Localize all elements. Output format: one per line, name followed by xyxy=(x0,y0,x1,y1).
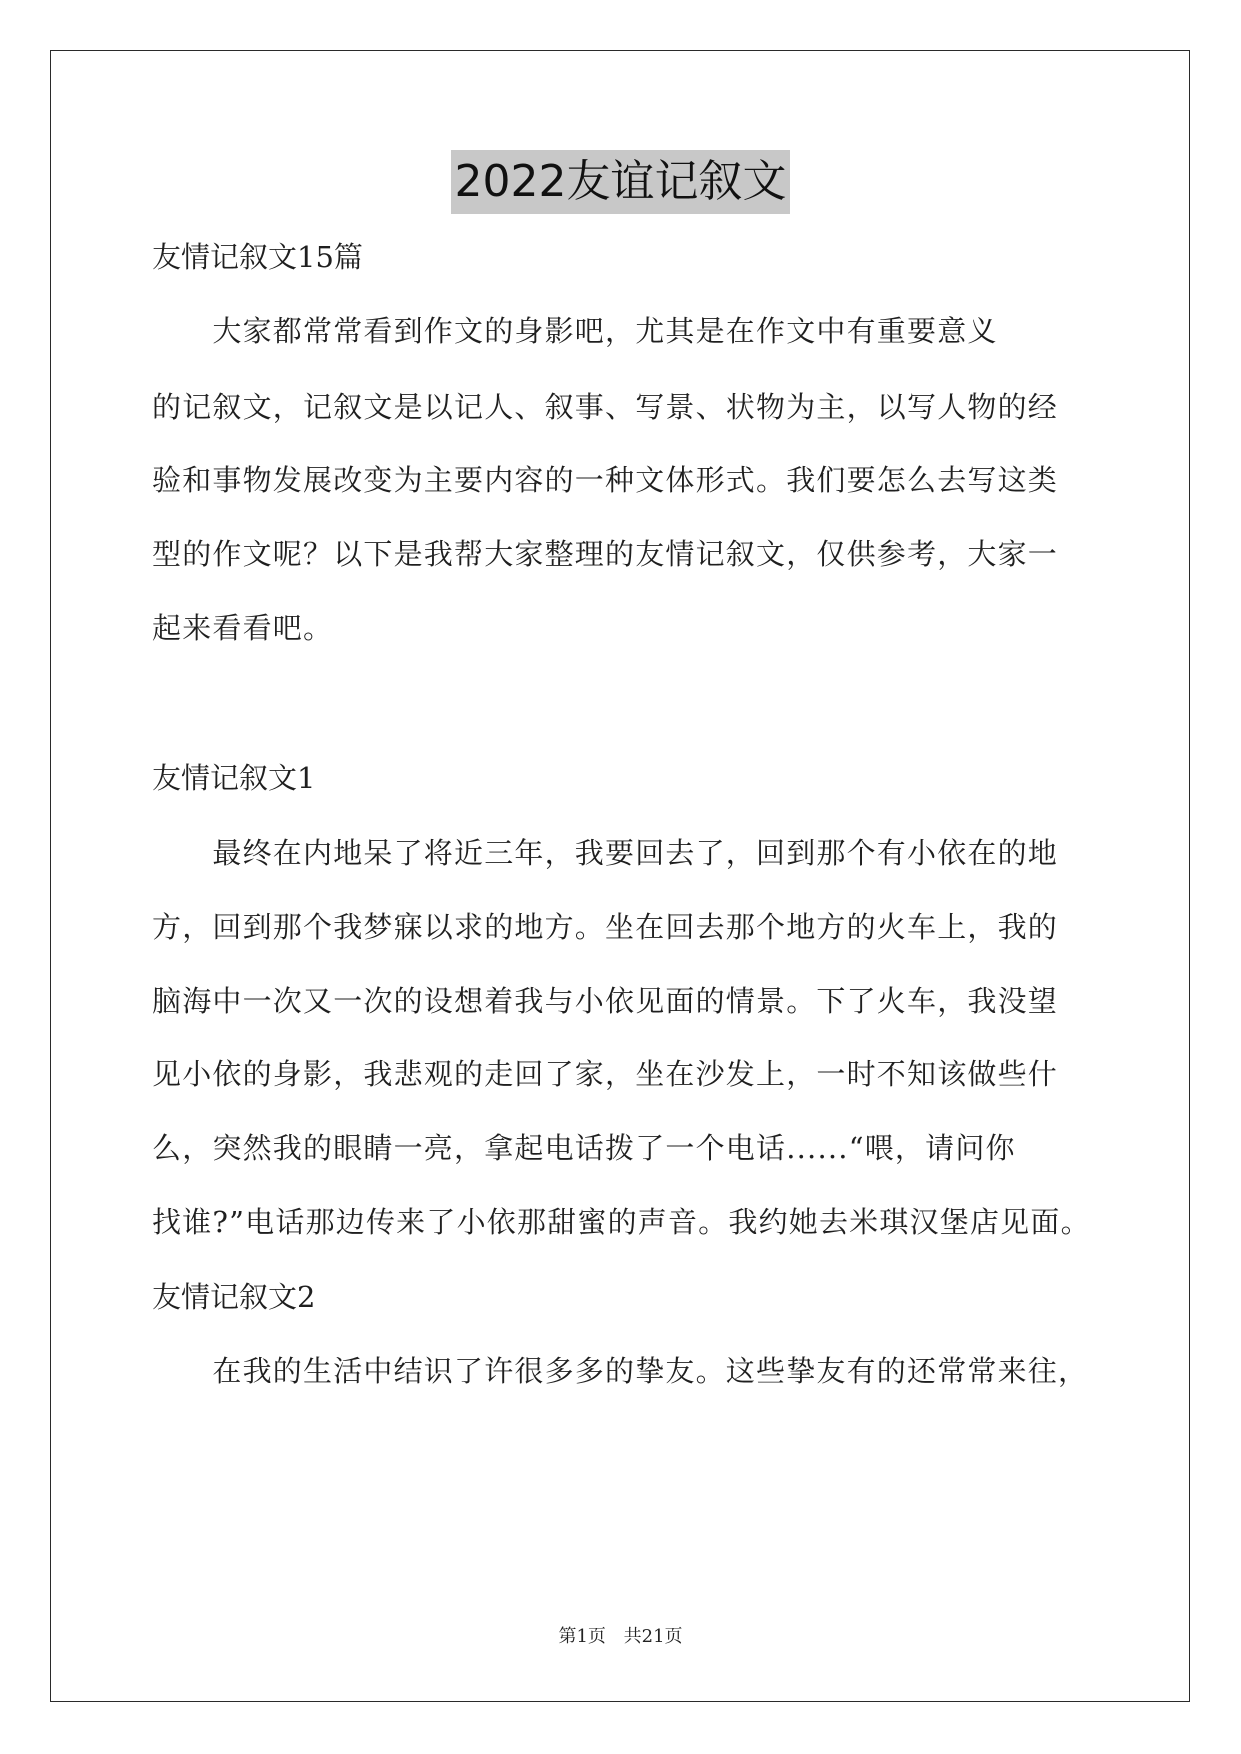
page-footer xyxy=(0,1625,1241,1649)
section1-line: 最终在内地呆了将近三年，我要回去了，回到那个有小依在的地 xyxy=(152,836,1059,870)
page-total: 共21页 xyxy=(623,1626,683,1647)
document-title: 2022友谊记叙文 xyxy=(451,150,791,214)
section1-line: 见小依的身影，我悲观的走回了家，坐在沙发上，一时不知该做些什 xyxy=(152,1057,1059,1091)
section2-heading: 友情记叙文2 xyxy=(152,1280,316,1314)
intro-line: 的记叙文，记叙文是以记人、叙事、写景、状物为主，以写人物的经 xyxy=(152,390,1059,424)
intro-line: 验和事物发展改变为主要内容的一种文体形式。我们要怎么去写这类 xyxy=(152,463,1059,497)
section1-line: 么，突然我的眼睛一亮，拿起电话拨了一个电话......“喂，请问你 xyxy=(152,1131,1016,1165)
section2-line: 在我的生活中结识了许很多多的挚友。这些挚友有的还常常来往， xyxy=(152,1354,1089,1388)
intro-line: 起来看看吧。 xyxy=(152,611,334,645)
page-border xyxy=(50,50,1190,1702)
section1-heading: 友情记叙文1 xyxy=(152,761,316,795)
section1-line: 方，回到那个我梦寐以求的地方。坐在回去那个地方的火车上，我的 xyxy=(152,910,1059,944)
title-container xyxy=(0,150,1241,214)
intro-line: 大家都常常看到作文的身影吧，尤其是在作文中有重要意义 xyxy=(152,314,998,348)
section1-line: 找谁?”电话那边传来了小依那甜蜜的声音。我约她去米琪汉堡店见面。 xyxy=(152,1205,1091,1239)
section1-line: 脑海中一次又一次的设想着我与小依见面的情景。下了火车，我没望 xyxy=(152,984,1059,1018)
page-number: 第1页 xyxy=(558,1626,606,1647)
document-subtitle: 友情记叙文15篇 xyxy=(152,240,363,274)
intro-line: 型的作文呢？以下是我帮大家整理的友情记叙文，仅供参考，大家一 xyxy=(152,537,1059,571)
